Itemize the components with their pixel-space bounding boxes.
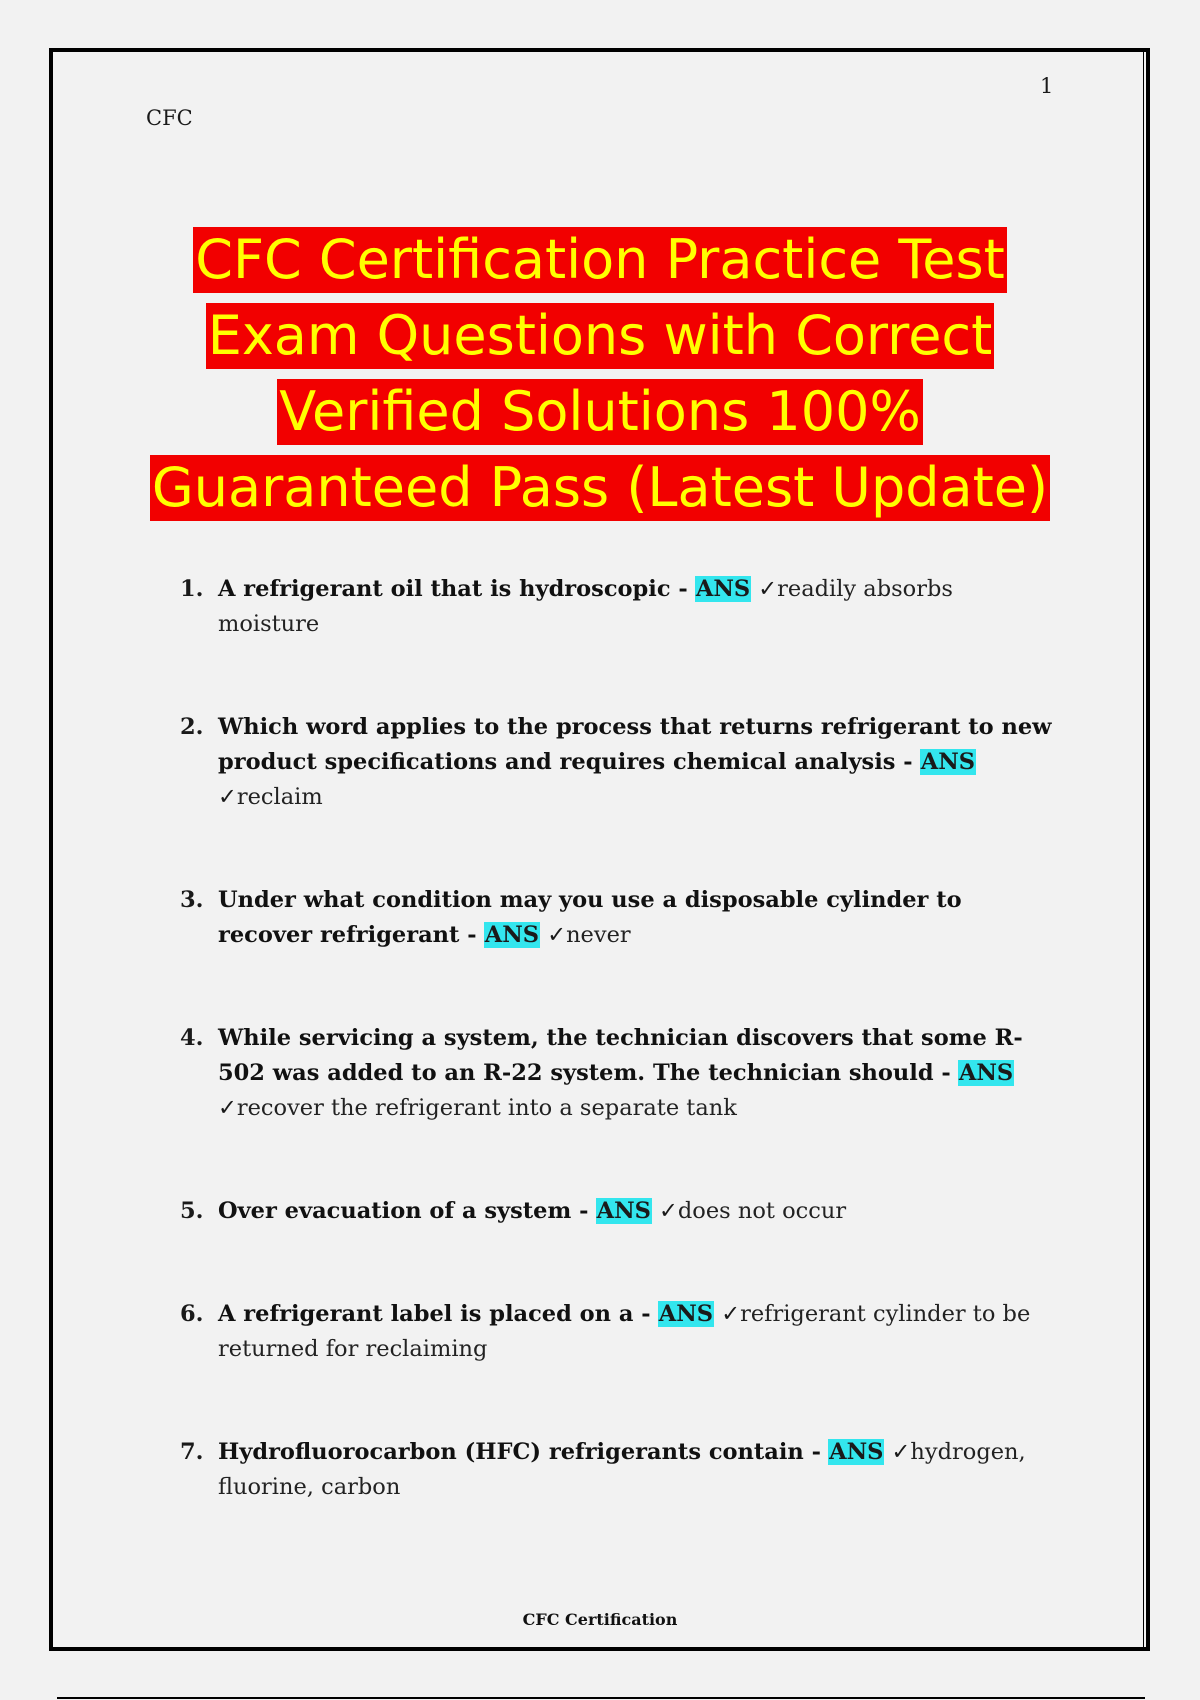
check-icon: ✓ [721, 1301, 741, 1327]
question-item-7 [180, 1435, 1060, 1505]
question-number: 3. [180, 887, 204, 913]
answer-text: hydrogen, fluorine, carbon [218, 1439, 1026, 1500]
question-item-6 [180, 1297, 1060, 1367]
answer-text: refrigerant cylinder to be returned for reclaiming [218, 1301, 1031, 1362]
check-icon: ✓ [218, 784, 237, 810]
page-number: 1 [1040, 74, 1054, 98]
ans-label: ANS [596, 1198, 651, 1224]
header-label: CFC [146, 106, 193, 130]
answer-text: readily absorbs moisture [218, 576, 953, 637]
question-number: 4. [180, 1025, 204, 1051]
question-list [180, 572, 1060, 1573]
title-line-3: Verified Solutions 100% [279, 380, 921, 443]
question-item-2 [180, 710, 1060, 815]
ans-label: ANS [829, 1439, 884, 1465]
ans-label: ANS [484, 922, 540, 948]
question-text: Hydrofluorocarbon (HFC) refrigerants contain - [218, 1439, 821, 1465]
question-text: Which word applies to the process that returns refrigerant to new product specifications and requires chemical analysis - [218, 714, 1052, 775]
question-item-3 [180, 883, 1060, 953]
answer-text: recover the refrigerant into a separate tank [236, 1095, 737, 1121]
title-line-1: CFC Certification Practice Test [195, 228, 1005, 291]
ans-label: ANS [658, 1301, 714, 1327]
ans-label: ANS [958, 1060, 1014, 1086]
document-title [130, 222, 1070, 526]
check-icon: ✓ [659, 1198, 678, 1224]
question-text: A refrigerant oil that is hydroscopic - [218, 576, 688, 602]
question-item-1 [180, 572, 1060, 642]
question-number: 1. [180, 576, 204, 602]
answer-text: never [566, 922, 631, 948]
answer-text: reclaim [236, 784, 323, 810]
question-number: 7. [180, 1439, 204, 1465]
question-text: Over evacuation of a system - [218, 1198, 589, 1224]
ans-label: ANS [695, 576, 751, 602]
check-icon: ✓ [218, 1095, 237, 1121]
bottom-divider [57, 1697, 1145, 1699]
question-number: 2. [180, 714, 204, 740]
question-text: A refrigerant label is placed on a - [218, 1301, 651, 1327]
question-text: While servicing a system, the technician discovers that some R-502 was added to an R-22 system. The technician should - [218, 1025, 1023, 1086]
ans-label: ANS [920, 749, 976, 775]
answer-text: does not occur [677, 1198, 847, 1224]
footer-label: CFC Certification [522, 1610, 678, 1629]
question-number: 5. [180, 1198, 204, 1224]
question-text: Under what condition may you use a disposable cylinder to recover refrigerant - [218, 887, 962, 948]
title-line-2: Exam Questions with Correct [207, 304, 993, 367]
check-icon: ✓ [758, 576, 778, 602]
question-item-4 [180, 1021, 1060, 1126]
question-item-5 [180, 1194, 1060, 1229]
check-icon: ✓ [891, 1439, 911, 1465]
check-icon: ✓ [547, 922, 567, 948]
title-line-4: Guaranteed Pass (Latest Update) [151, 456, 1049, 519]
question-number: 6. [180, 1301, 204, 1327]
